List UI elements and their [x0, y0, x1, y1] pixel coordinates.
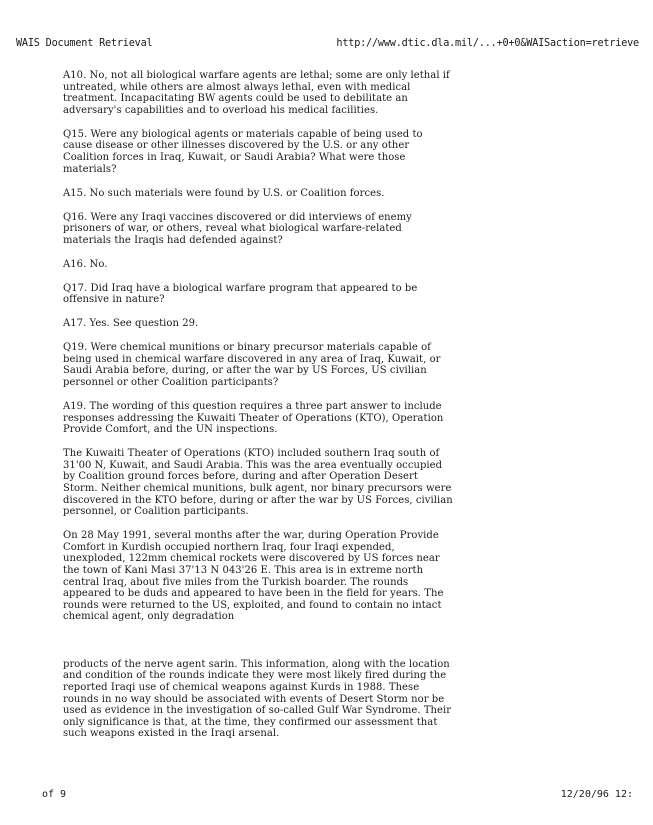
question-q17: Q17. Did Iraq have a biological warfare program that appeared to be offensive in nature? [63, 282, 418, 306]
provide-comfort-paragraph: On 28 May 1991, several months after the war, during Operation Provide Comfort in Kurdish occupied northern Iraq, four Iraqi expended, unexploded, 122mm chemical rockets were discovered by US forces near the town of Kani Masi 37'13 N 043'26 E. This area is in extreme north central Iraq, about five miles from the Turkish boarder. The rounds appeared to be duds and appeared to have been in the field for years. The rounds were returned to the US, exploited, and found to contain no intact chemical agent, only degradation [63, 530, 444, 623]
document-body [63, 70, 453, 752]
page-count: of 9 [42, 789, 67, 800]
kto-paragraph: The Kuwaiti Theater of Operations (KTO) included southern Iraq south of 31'00 N, Kuwait, and Saudi Arabia. This was the area eventually occupied by Coalition ground forces before, during and after Operation Desert Storm. Neither chemical munitions, bulk agent, nor binary precursors were discovered in the KTO before, during or after the war by US Forces, civilian personnel, or Coalition participants. [63, 448, 453, 518]
answer-a16: A16. No. [63, 258, 108, 270]
answer-a19: A19. The wording of this question requires a three part answer to include responses addressing the Kuwaiti Theater of Operations (KTO), Operation Provide Comfort, and the UN inspections. [63, 401, 444, 436]
question-q19: Q19. Were chemical munitions or binary precursor materials capable of being used in chemical warfare discovered in any area of Iraq, Kuwait, or Saudi Arabia before, during, or after the war by US Forces, US civilian personnel or other Coalition participants? [63, 342, 441, 389]
print-timestamp: 12/20/96 12: [560, 789, 633, 800]
sarin-paragraph: products of the nerve agent sarin. This information, along with the location and condition of the rounds indicate they were most likely fired during the reported Iraqi use of chemical weapons against Kurds in 1988. These rounds in no way should be associated with events of Desert Storm nor be used as evidence in the investigation of so-called Gulf War Syndrome. Their only significance is that, at the time, they confirmed our assessment that such weapons existed in the Iraqi arsenal. [63, 658, 452, 740]
question-q15: Q15. Were any biological agents or materials capable of being used to cause disease or other illnesses discovered by the U.S. or any other Coalition forces in Iraq, Kuwait, or Saudi Arabia? What were those materials? [63, 128, 423, 175]
answer-a15: A15. No such materials were found by U.S. or Coalition forces. [63, 187, 385, 199]
question-q16: Q16. Were any Iraqi vaccines discovered or did interviews of enemy prisoners of war, or others, reveal what biological warfare-related materials the Iraqis had defended against? [63, 211, 412, 246]
answer-a17: A17. Yes. See question 29. [63, 318, 199, 330]
answer-a10: A10. No, not all biological warfare agents are lethal; some are only lethal if untreated, while others are almost always lethal, even with medical treatment. Incapacitating BW agents could be used to debilitate an adversary's capabilities and to overload his medical facilities. [63, 70, 450, 116]
document-url: http://www.dtic.dla.mil/...+0+0&WAISaction=retrieve [336, 38, 639, 49]
document-title: WAIS Document Retrieval [16, 38, 153, 49]
